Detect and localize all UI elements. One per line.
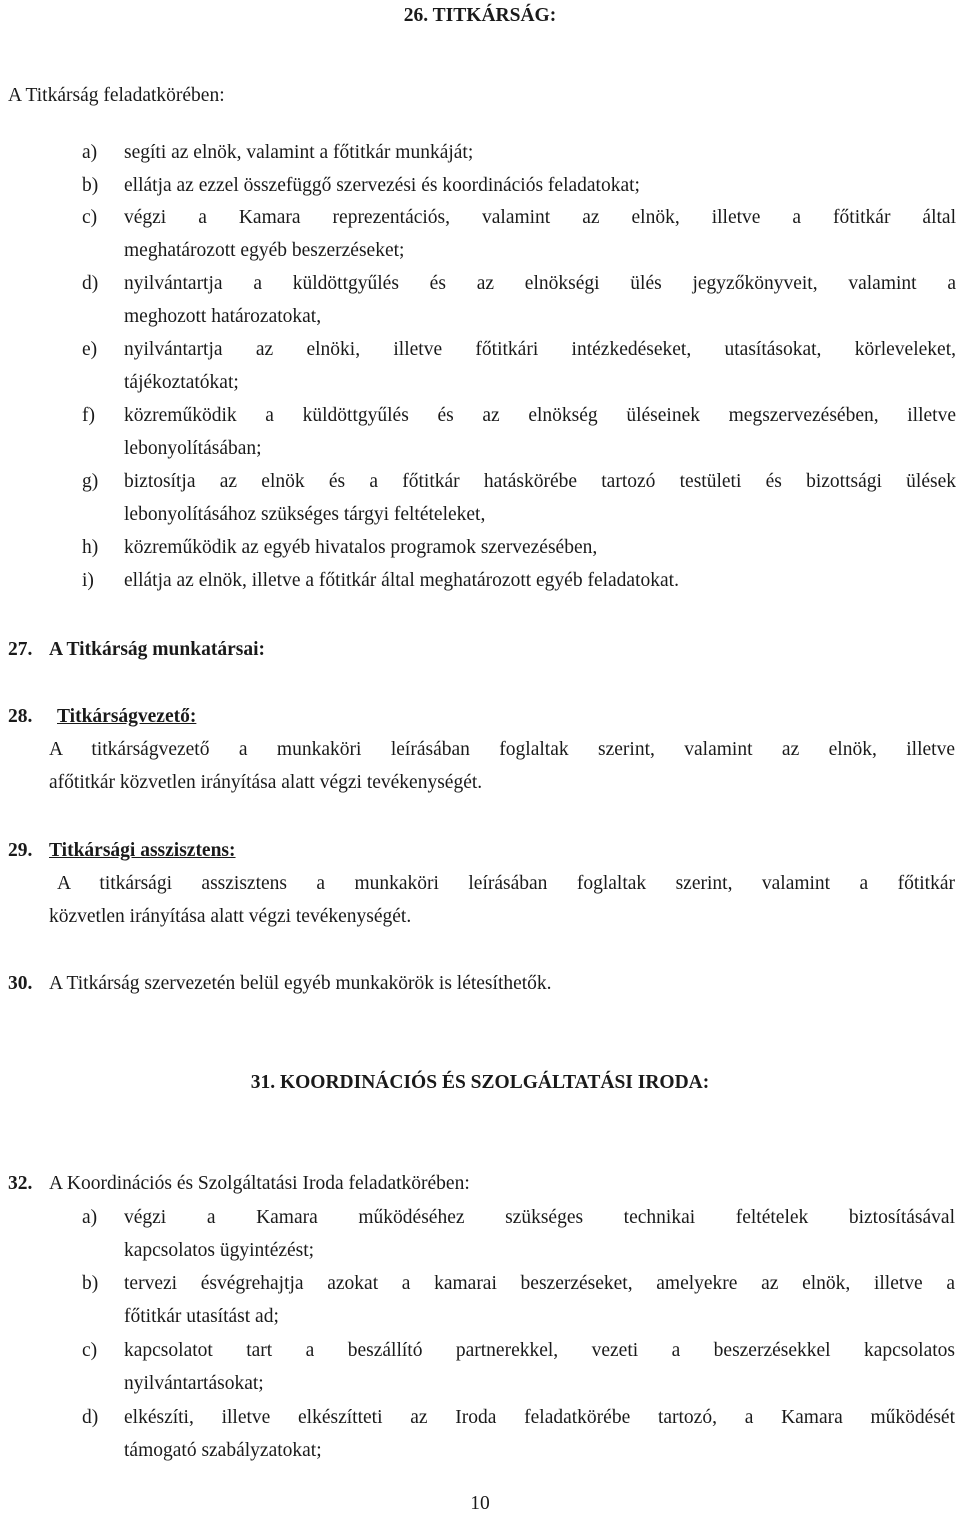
section-body-line: A Titkárság szervezetén belül egyéb munkakörök is létesíthetők.	[49, 973, 552, 994]
list-item-text: végzi a Kamara reprezentációs, valamint az elnök, illetve a főtitkár által	[124, 207, 956, 228]
section-title: A Titkárság munkatársai:	[49, 639, 265, 660]
list-item-text: nyilvántartja a küldöttgyűlés és az elnökségi ülés jegyzőkönyveit, valamint a	[124, 273, 956, 294]
section-body-line: A titkársági asszisztens a munkaköri leírásában foglaltak szerint, valamint a főtitkár	[57, 873, 955, 894]
list-item-text: támogató szabályzatokat;	[124, 1440, 322, 1461]
section-number: 30.	[8, 973, 33, 994]
list-item-text: ellátja az elnök, illetve a főtitkár által meghatározott egyéb feladatokat.	[124, 570, 679, 591]
list-item-label: d)	[82, 1407, 99, 1428]
list-item-label: g)	[82, 471, 99, 492]
section-body-line: A titkárságvezető a munkaköri leírásában foglaltak szerint, valamint az elnök, illetve	[49, 739, 955, 760]
list-item-text: főtitkár utasítást ad;	[124, 1306, 279, 1327]
section-intro: A Koordinációs és Szolgáltatási Iroda feladatkörében:	[49, 1173, 470, 1194]
list-item-text: ellátja az ezzel összefüggő szervezési és koordinációs feladatokat;	[124, 175, 640, 196]
section-body-line: afőtitkár közvetlen irányítása alatt végzi tevékenységét.	[49, 772, 483, 793]
list-item-text: tájékoztatókat;	[124, 372, 239, 393]
list-item-label: e)	[82, 339, 98, 360]
section-number: 27.	[8, 639, 33, 660]
list-item-text: lebonyolításához szükséges tárgyi feltételeket,	[124, 504, 486, 525]
section-title: Titkársági asszisztens:	[49, 840, 236, 861]
list-item-text: kapcsolatot tart a beszállító partnerekkel, vezeti a beszerzésekkel kapcsolatos	[124, 1340, 955, 1361]
list-item-text: lebonyolításában;	[124, 438, 262, 459]
section-31-heading: 31. KOORDINÁCIÓS ÉS SZOLGÁLTATÁSI IRODA:	[250, 1072, 710, 1093]
list-item-label: b)	[82, 1273, 99, 1294]
list-item-text: közreműködik az egyéb hivatalos programok szervezésében,	[124, 537, 598, 558]
list-item-label: h)	[82, 537, 99, 558]
list-item-text: közreműködik a küldöttgyűlés és az elnökség üléseinek megszervezésében, illetve	[124, 405, 956, 426]
list-item-text: elkészíti, illetve elkészítteti az Iroda feladatkörébe tartozó, a Kamara működését	[124, 1407, 955, 1428]
section-number: 28.	[8, 706, 33, 727]
list-item-label: a)	[82, 1207, 98, 1228]
list-item-label: b)	[82, 175, 99, 196]
list-item-text: végzi a Kamara működéséhez szükséges technikai feltételek biztosításával	[124, 1207, 955, 1228]
list-item-label: c)	[82, 1340, 98, 1361]
list-item-text: tervezi ésvégrehajtja azokat a kamarai beszerzéseket, amelyekre az elnök, illetve a	[124, 1273, 955, 1294]
section-body-line: közvetlen irányítása alatt végzi tevékenységét.	[49, 906, 412, 927]
list-item-text: kapcsolatos ügyintézést;	[124, 1240, 315, 1261]
list-item-text: biztosítja az elnök és a főtitkár hatáskörébe tartozó testületi és bizottsági ülések	[124, 471, 956, 492]
page-number: 10	[470, 1493, 490, 1514]
list-item-label: c)	[82, 207, 98, 228]
list-item-label: a)	[82, 142, 98, 163]
list-item-text: meghozott határozatokat,	[124, 306, 322, 327]
list-item-label: d)	[82, 273, 99, 294]
section-26-heading: 26. TITKÁRSÁG:	[403, 5, 557, 26]
list-item-label: i)	[82, 570, 94, 591]
section-26-intro: A Titkárság feladatkörében:	[8, 85, 225, 106]
list-item-text: nyilvántartásokat;	[124, 1373, 264, 1394]
list-item-text: nyilvántartja az elnöki, illetve főtitkári intézkedéseket, utasításokat, körleveleket,	[124, 339, 956, 360]
list-item-text: segíti az elnök, valamint a főtitkár munkáját;	[124, 142, 474, 163]
section-title: Titkárságvezető:	[57, 706, 197, 727]
section-number: 29.	[8, 840, 33, 861]
list-item-text: meghatározott egyéb beszerzéseket;	[124, 240, 405, 261]
section-number: 32.	[8, 1173, 33, 1194]
list-item-label: f)	[82, 405, 95, 426]
